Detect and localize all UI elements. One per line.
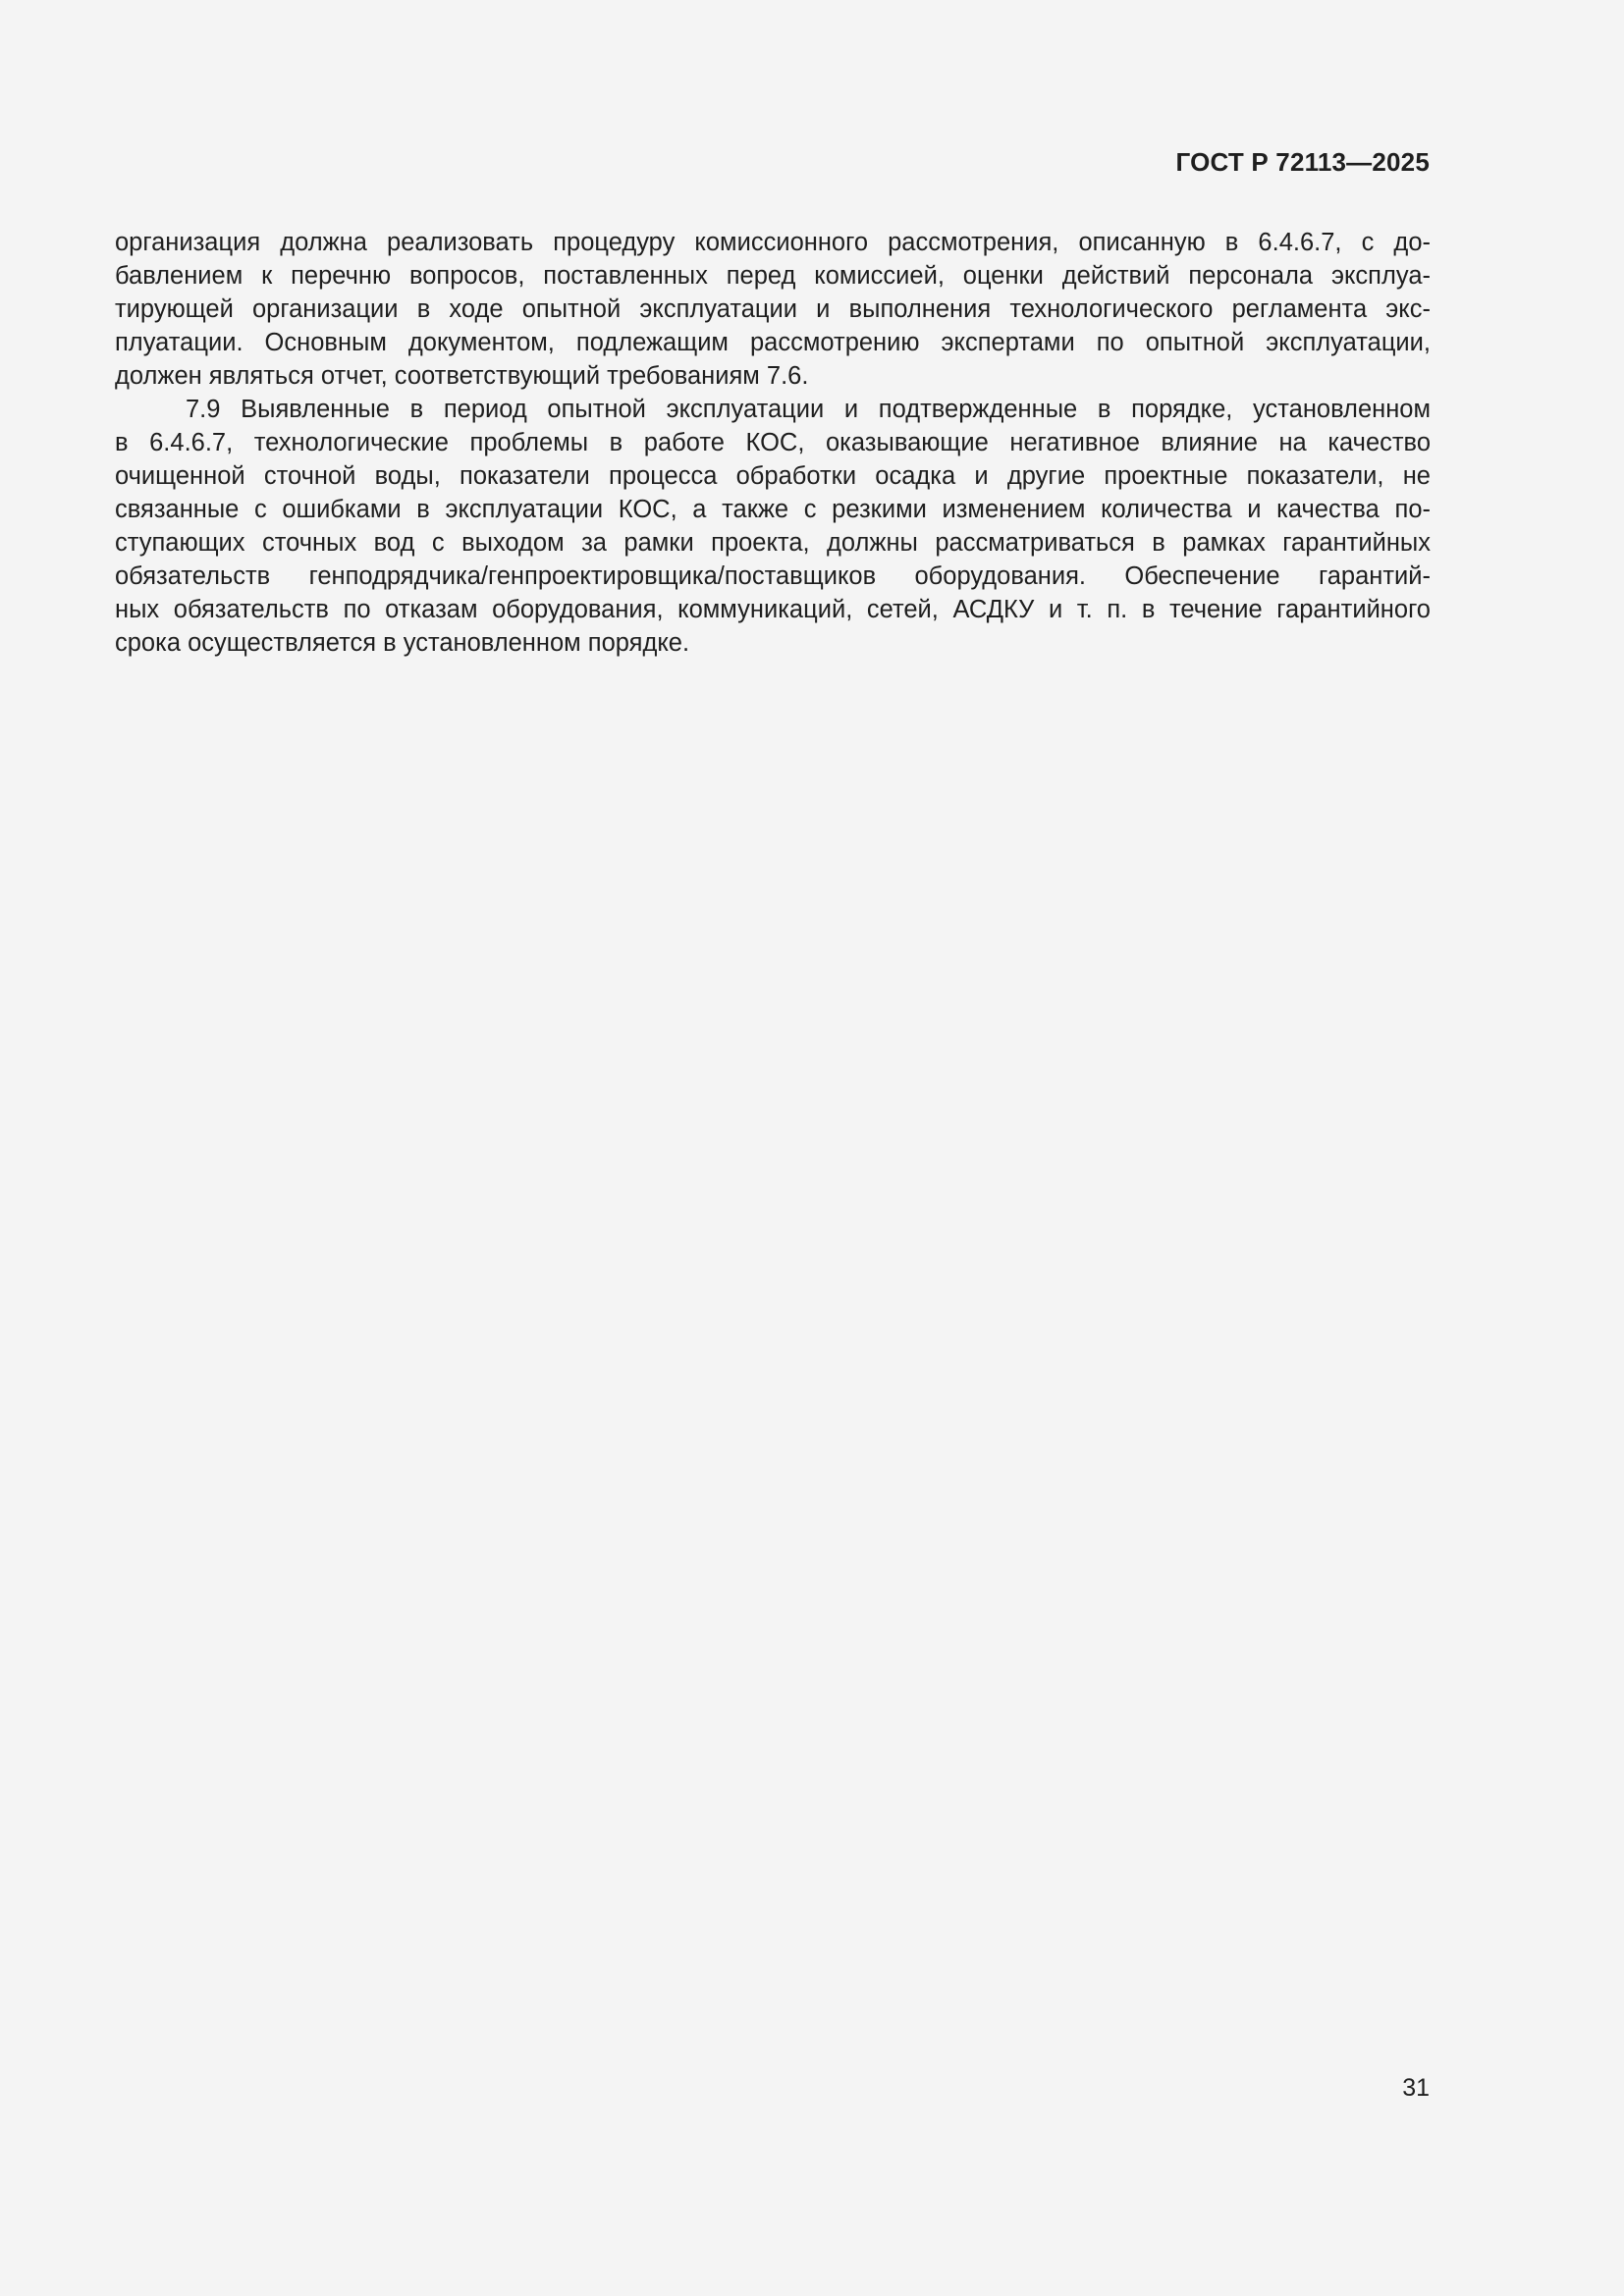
paragraph-7-9 [115, 393, 1431, 660]
text-line: тирующей организации в ходе опытной эксплуатации и выполнения технологического регламента экс- [115, 295, 1431, 323]
text-line: должен являться отчет, соответствующий требованиям 7.6. [115, 362, 809, 390]
text-line: в 6.4.6.7, технологические проблемы в работе КОС, оказывающие негативное влияние на качество [115, 429, 1431, 456]
document-header-standard-code: ГОСТ Р 72113—2025 [1175, 147, 1430, 177]
page-number: 31 [1402, 2074, 1430, 2102]
document-body [115, 226, 1431, 660]
text-line: обязательств генподрядчика/генпроектировщика/поставщиков оборудования. Обеспечение гарантий- [115, 562, 1431, 590]
text-line: срока осуществляется в установленном порядке. [115, 629, 690, 657]
paragraph-continued [115, 226, 1431, 393]
text-line: ных обязательств по отказам оборудования, коммуникаций, сетей, АСДКУ и т. п. в течение гарантийного [115, 596, 1431, 623]
text-line: организация должна реализовать процедуру комиссионного рассмотрения, описанную в 6.4.6.7, с до- [115, 229, 1431, 256]
text-line: плуатации. Основным документом, подлежащим рассмотрению экспертами по опытной эксплуатации, [115, 329, 1431, 356]
text-line: ступающих сточных вод с выходом за рамки проекта, должны рассматриваться в рамках гарантийных [115, 529, 1431, 557]
text-line: связанные с ошибками в эксплуатации КОС, а также с резкими изменением количества и качества по- [115, 496, 1431, 523]
text-line: очищенной сточной воды, показатели процесса обработки осадка и другие проектные показатели, не [115, 462, 1431, 490]
text-line: 7.9 Выявленные в период опытной эксплуатации и подтвержденные в порядке, установленном [186, 396, 1431, 423]
text-line: бавлением к перечню вопросов, поставленных перед комиссией, оценки действий персонала эксплуа- [115, 262, 1431, 290]
